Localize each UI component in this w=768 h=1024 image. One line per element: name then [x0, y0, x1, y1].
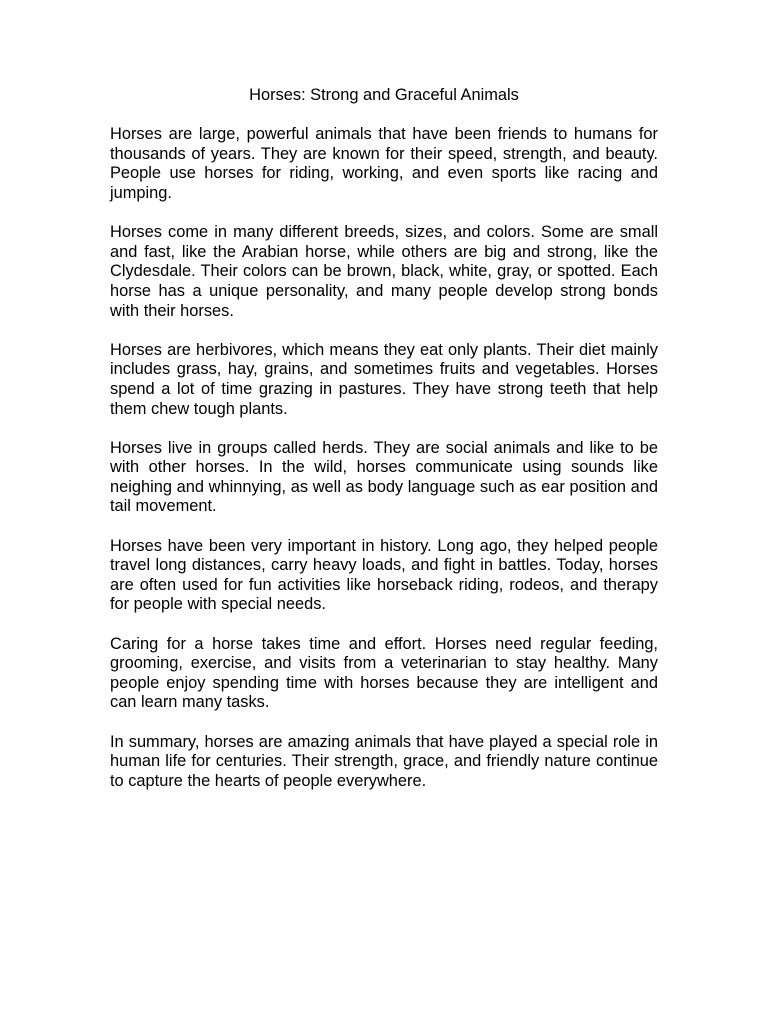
paragraph-history: Horses have been very important in history. Long ago, they helped people travel long distances, carry heavy loads, and fight in battles. Today, horses are often used for fun activities like horseback riding, rodeos, and therapy for people with special needs. — [110, 536, 658, 614]
document-body — [110, 86, 658, 811]
paragraph-diet: Horses are herbivores, which means they eat only plants. Their diet mainly includes grass, hay, grains, and sometimes fruits and vegetables. Horses spend a lot of time grazing in pastures. They have strong teeth that help them chew tough plants. — [110, 340, 658, 418]
document-title: Horses: Strong and Graceful Animals — [249, 86, 519, 104]
paragraph-breeds: Horses come in many different breeds, sizes, and colors. Some are small and fast, like the Arabian horse, while others are big and strong, like the Clydesdale. Their colors can be brown, black, white, gray, or spotted. Each horse has a unique personality, and many people develop strong bonds with their horses. — [110, 223, 658, 320]
paragraph-intro: Horses are large, powerful animals that have been friends to humans for thousands of years. They are known for their speed, strength, and beauty. People use horses for riding, working, and even sports like racing and jumping. — [110, 125, 658, 202]
paragraph-summary: In summary, horses are amazing animals that have played a special role in human life for centuries. Their strength, grace, and friendly nature continue to capture the hearts of people everywhere. — [110, 732, 658, 790]
paragraph-herds: Horses live in groups called herds. They are social animals and like to be with other horses. In the wild, horses communicate using sounds like neighing and whinnying, as well as body language such as ear position and tail movement. — [110, 438, 658, 516]
paragraph-care: Caring for a horse takes time and effort. Horses need regular feeding, grooming, exercise, and visits from a veterinarian to stay healthy. Many people enjoy spending time with horses because they are intelligent and can learn many tasks. — [110, 634, 658, 712]
